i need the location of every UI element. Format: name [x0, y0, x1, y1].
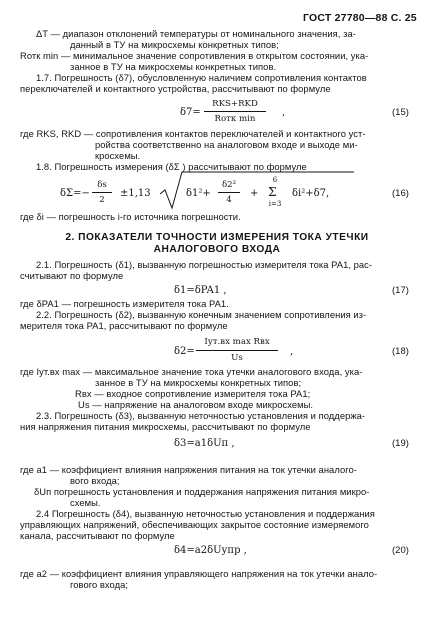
- formula-18-denominator: Us: [231, 353, 243, 363]
- section-title: 2. ПОКАЗАТЕЛИ ТОЧНОСТИ ИЗМЕРЕНИЯ ТОКА УТЕЧКИ: [65, 232, 369, 243]
- text-line: данный в ТУ на микросхемы конкретных типов;: [70, 39, 279, 50]
- page-header: ГОСТ 27780—88 С. 25: [303, 12, 417, 24]
- formula-18-bar: [196, 350, 278, 351]
- text-line: 1.7. Погрешность (δ7), обусловленную наличием сопротивления контактов: [36, 72, 367, 83]
- formula-16-numerator2: δ2²: [221, 180, 237, 190]
- formula-16-denominator2: 4: [226, 195, 232, 205]
- formula-16-pm: ±1,13: [120, 188, 151, 199]
- text-line: Us — напряжение на аналоговом входе микросхемы.: [78, 399, 314, 410]
- section-subtitle: АНАЛОГОВОГО ВХОДА: [153, 244, 281, 255]
- formula-15-denominator: Rотк min: [214, 114, 256, 124]
- formula-18-number: (18): [392, 346, 409, 357]
- text-line: Rотк min — минимальное значение сопротивления в открытом состоянии, ука-: [20, 50, 369, 61]
- formula-20-number: (20): [392, 545, 409, 556]
- text-line: 2.3. Погрешность (δ3), вызванную неточностью установления и поддержа-: [36, 410, 366, 421]
- text-line: ΔT — диапазон отклонений температуры от номинального значения, за-: [36, 28, 356, 39]
- text-line: ния напряжения питания микросхемы, рассчитывают по формуле: [20, 421, 311, 432]
- formula-18-lhs: δ2=: [174, 346, 195, 357]
- text-line: гового входа;: [70, 579, 129, 590]
- text-line: кросхемы.: [95, 150, 141, 161]
- text-line: Rвх — входное сопротивление измерителя тока PA1;: [75, 388, 311, 399]
- formula-15-lhs: δ7=: [180, 107, 201, 118]
- text-line: вого входа;: [70, 475, 120, 486]
- formula-16-sum: Σ: [268, 185, 277, 199]
- formula-16-bar: [92, 192, 112, 193]
- formula-18-tail: ,: [290, 346, 294, 357]
- formula-16-numerator: δs: [97, 180, 107, 190]
- formula-16-lhs: δΣ=−: [60, 188, 90, 199]
- formula-16-sum-top: 6: [272, 176, 278, 184]
- text-line: мерителя тока PA1, рассчитывают по формуле: [20, 320, 228, 331]
- formula-16-bar2: [218, 192, 240, 193]
- text-line: где RKS, RKD — сопротивления контактов переключателей и контактного уст-: [20, 128, 366, 139]
- formula-15-tail: ,: [282, 107, 286, 118]
- text-line: где a2 — коэффициент влияния управляющего напряжения на ток утечки анало-: [20, 568, 378, 579]
- text-line: 2.2. Погрешность (δ2), вызванную конечным значением сопротивления из-: [36, 309, 367, 320]
- text-line: 2.4 Погрешность (δ4), вызванную неточностью установления и поддержания: [36, 508, 375, 519]
- formula-16-term2: δi²+δ7,: [292, 188, 330, 199]
- formula-15-bar: [204, 111, 266, 112]
- formula-16-plus: +: [250, 188, 259, 199]
- formula-16-denominator: 2: [99, 195, 105, 205]
- formula-15-number: (15): [392, 107, 409, 118]
- formula-16-term1: δ1²+: [186, 188, 211, 199]
- text-line: где a1 — коэффициент влияния напряжения питания на ток утечки аналого-: [20, 464, 357, 475]
- text-line: где Iут.вх max — максимальное значение тока утечки аналогового входа, ука-: [20, 366, 363, 377]
- text-line: считывают по формуле: [20, 270, 124, 281]
- formula-19-number: (19): [392, 438, 409, 449]
- formula-19-expr: δ3=a1δUп ,: [174, 438, 235, 449]
- formula-17-expr: δ1=δPA1 ,: [174, 285, 227, 296]
- text-line: ройства соответственно на аналоговом входе и выходе ми-: [95, 139, 358, 150]
- formula-16-number: (16): [392, 188, 409, 199]
- text-line: 2.1. Погрешность (δ1), вызванную погрешностью измерителя тока PA1, рас-: [36, 259, 373, 270]
- text-line: управляющих напряжений, обеспечивающих закрытое состояние измеряемого: [20, 519, 369, 530]
- text-line: δUп погрешность установления и поддержания напряжения питания микро-: [34, 486, 370, 497]
- text-line: где δPA1 — погрешность измерителя тока PA1.: [20, 298, 229, 309]
- formula-16-sum-bottom: i=3: [268, 200, 282, 208]
- formula-18-numerator: Iут.вх max Rвх: [204, 337, 270, 347]
- formula-17-number: (17): [392, 285, 409, 296]
- formula-15-numerator: RKS+RKD: [212, 99, 258, 109]
- formula-20-expr: δ4=a2δUупр ,: [174, 545, 247, 556]
- text-line: занное в ТУ на микросхемы конкретных типов.: [70, 61, 277, 72]
- text-line: схемы.: [70, 497, 101, 508]
- text-line: 1.8. Погрешность измерения (δΣ ) рассчитывают по формуле: [36, 161, 307, 172]
- text-line: занное в ТУ на микросхемы конкретных типов;: [95, 377, 302, 388]
- text-line: где δi — погрешность i-го источника погрешности.: [20, 211, 241, 222]
- text-line: переключателей и контактного устройства, рассчитывают по формуле: [20, 83, 331, 94]
- text-line: канала, рассчитывают по формуле: [20, 530, 175, 541]
